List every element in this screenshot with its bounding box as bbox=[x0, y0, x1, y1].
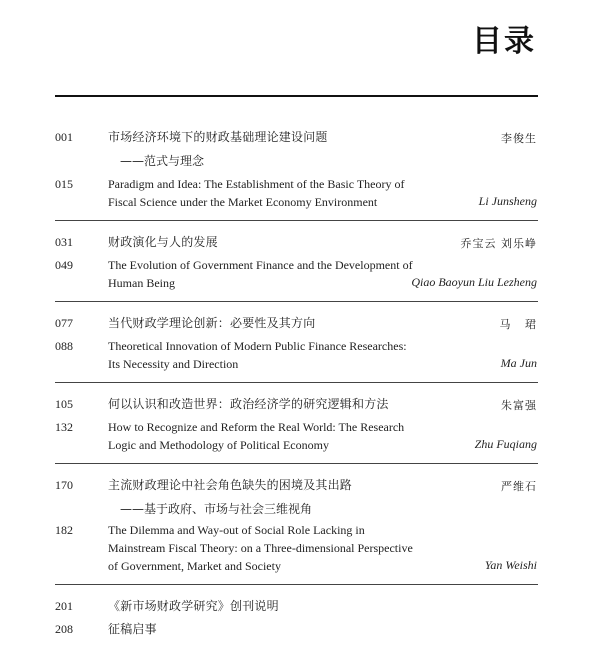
toc-page-number: 031 bbox=[55, 235, 73, 249]
section-divider bbox=[55, 220, 538, 221]
toc-entry-zh-title[interactable]: 《新市场财政学研究》创刊说明 bbox=[108, 599, 279, 613]
toc-page-number: 001 bbox=[55, 130, 73, 144]
toc-entry-zh-author: 乔宝云 刘乐峥 bbox=[460, 237, 537, 250]
toc-page-number: 105 bbox=[55, 397, 73, 411]
toc-entry-zh-title[interactable]: 主流财政理论中社会角色缺失的困境及其出路 bbox=[108, 478, 353, 492]
toc-entry-en-title-line2[interactable]: Human Being bbox=[108, 276, 175, 290]
toc-entry-zh-title[interactable]: 当代财政学理论创新：必要性及其方向 bbox=[108, 316, 316, 330]
toc-entry-en-title-line2[interactable]: Mainstream Fiscal Theory: on a Three-dimensional Perspective bbox=[108, 541, 413, 555]
section-divider bbox=[55, 382, 538, 383]
toc-entry-en-title-line2[interactable]: Its Necessity and Direction bbox=[108, 357, 239, 371]
toc-entry-zh-subtitle: ——基于政府、市场与社会三维视角 bbox=[120, 502, 313, 516]
title-rule bbox=[55, 95, 538, 97]
toc-entry-zh-title[interactable]: 财政演化与人的发展 bbox=[108, 235, 218, 249]
toc-entry-en-title-line3[interactable]: of Government, Market and Society bbox=[108, 559, 281, 573]
toc-entry-zh-author: 朱富强 bbox=[501, 399, 537, 412]
toc-entry-en-title-line1[interactable]: Theoretical Innovation of Modern Public Finance Researches: bbox=[108, 339, 407, 353]
toc-page-number: 049 bbox=[55, 258, 73, 272]
toc-entry-zh-author: 李俊生 bbox=[501, 132, 537, 145]
section-divider bbox=[55, 584, 538, 585]
toc-entry-en-title-line2[interactable]: Logic and Methodology of Political Economy bbox=[108, 438, 329, 452]
toc-page-number: 201 bbox=[55, 599, 73, 613]
toc-entry-zh-subtitle: ——范式与理念 bbox=[120, 154, 205, 168]
toc-entry-en-author: Qiao Baoyun Liu Lezheng bbox=[411, 275, 537, 289]
section-divider bbox=[55, 463, 538, 464]
toc-entry-en-title-line1[interactable]: The Dilemma and Way-out of Social Role Lacking in bbox=[108, 523, 365, 537]
toc-page-number: 132 bbox=[55, 420, 73, 434]
toc-entry-en-title-line1[interactable]: The Evolution of Government Finance and the Development of bbox=[108, 258, 413, 272]
toc-entry-en-title-line1[interactable]: How to Recognize and Reform the Real World: The Research bbox=[108, 420, 405, 434]
toc-page-number: 077 bbox=[55, 316, 73, 330]
toc-entry-zh-title[interactable]: 何以认识和改造世界：政治经济学的研究逻辑和方法 bbox=[108, 397, 389, 411]
toc-entry-en-title-line1[interactable]: Paradigm and Idea: The Establishment of the Basic Theory of bbox=[108, 177, 405, 191]
toc-entry-zh-author: 马 珺 bbox=[499, 318, 537, 331]
toc-page-number: 088 bbox=[55, 339, 73, 353]
toc-page-number: 208 bbox=[55, 622, 73, 636]
toc-page-number: 170 bbox=[55, 478, 73, 492]
toc-entry-en-author: Zhu Fuqiang bbox=[474, 437, 537, 451]
toc-entry-en-author: Ma Jun bbox=[500, 356, 537, 370]
toc-entry-en-title-line2[interactable]: Fiscal Science under the Market Economy Environment bbox=[108, 195, 378, 209]
toc-entry-zh-title[interactable]: 征稿启事 bbox=[108, 622, 157, 636]
toc-entry-en-author: Yan Weishi bbox=[484, 558, 537, 572]
toc-page-number: 182 bbox=[55, 523, 73, 537]
toc-page-number: 015 bbox=[55, 177, 73, 191]
page-title: 目录 bbox=[472, 24, 536, 59]
toc-entry-en-author: Li Junsheng bbox=[478, 194, 537, 208]
section-divider bbox=[55, 301, 538, 302]
toc-entry-zh-title[interactable]: 市场经济环境下的财政基础理论建设问题 bbox=[108, 130, 328, 144]
toc-entry-zh-author: 严维石 bbox=[501, 480, 537, 493]
